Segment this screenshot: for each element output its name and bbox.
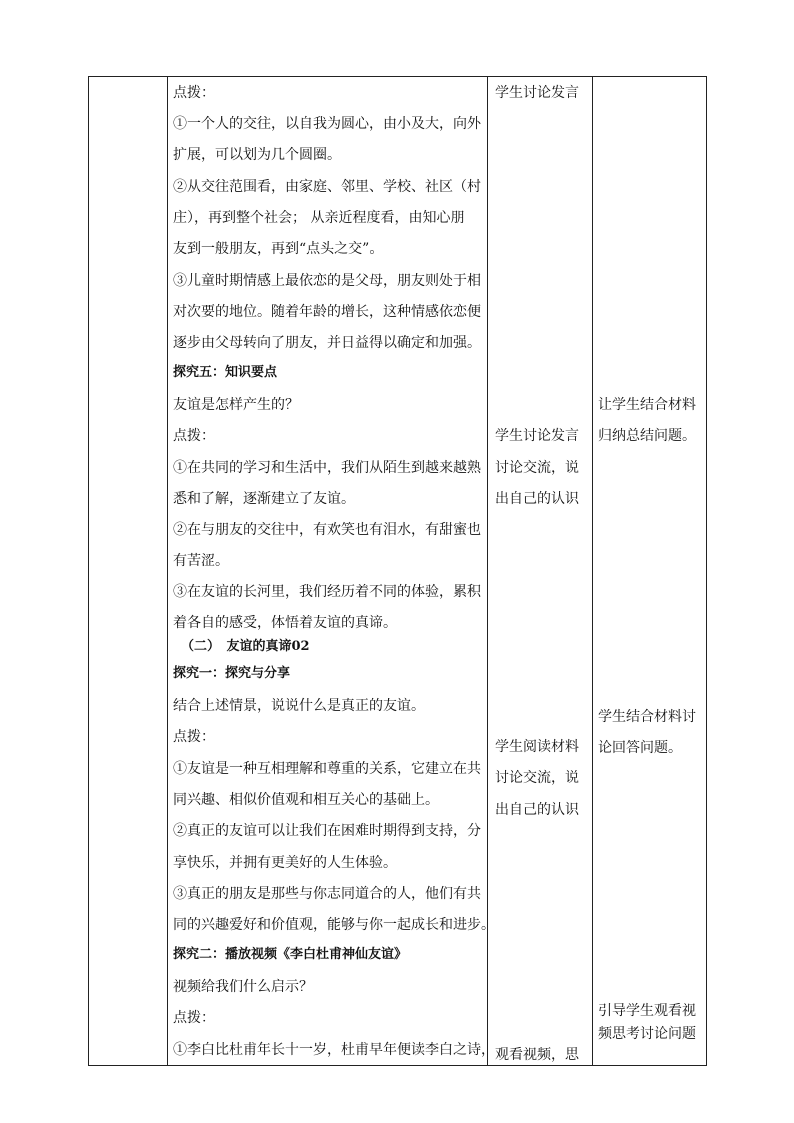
content-line: 着各自的感受，体悟着友谊的真谛。 [173,615,397,631]
activity-line: 讨论交流，说 [495,460,579,476]
section-heading: 探究二：播放视频《李白杜甫神仙友谊》 [173,947,408,962]
content-line: ①友谊是一种互相理解和尊重的关系，它建立在共 [173,761,481,777]
content-line: 友谊是怎样产生的？ [173,397,299,413]
intent-line: 论回答问题。 [598,740,682,756]
section-heading: 探究五：知识要点 [173,365,278,380]
content-line: 结合上述情景，说说什么是真正的友谊。 [173,698,425,714]
activity-line: 学生讨论发言 [495,428,579,444]
content-line: 点拨： [173,85,215,101]
activity-line: 学生阅读材料 [495,739,579,755]
table-top-border [88,76,707,77]
activity-line: 出自己的认识 [495,802,579,818]
activity-line: 观看视频，思 [495,1047,579,1063]
activity-line: 学生讨论发言 [495,85,579,101]
activity-line: 出自己的认识 [495,491,579,507]
content-line: 视频给我们什么启示？ [173,979,313,995]
content-line: ③儿童时期情感上最依恋的是父母，朋友则处于相 [173,273,481,289]
content-line: 逐步由父母转向了朋友，并日益得以确定和加强。 [173,335,481,351]
content-line: 点拨： [173,729,215,745]
column-divider-1 [167,76,168,1066]
content-line: ②在与朋友的交往中，有欢笑也有泪水，有甜蜜也 [173,522,481,538]
content-line: ②从交往范围看，由家庭、邻里、学校、社区（村 [173,179,481,195]
intent-line: 频思考讨论问题 [598,1026,696,1042]
content-line: ①李白比杜甫年长十一岁，杜甫早年便读李白之诗， [173,1042,495,1058]
content-line: ③真正的朋友是那些与你志同道合的人，他们有共 [173,886,481,902]
intent-line: 学生结合材料讨 [598,709,696,725]
intent-line: 引导学生观看视 [598,1003,696,1019]
content-line: 有苦涩。 [173,553,229,569]
content-line: 享快乐，并拥有更美好的人生体验。 [173,855,397,871]
content-line: ③在友谊的长河里，我们经历着不同的体验，累积 [173,584,481,600]
content-line: 悉和了解，逐渐建立了友谊。 [173,491,355,507]
content-line: 点拨： [173,1010,215,1026]
activity-line: 讨论交流，说 [495,770,579,786]
table-border-left [88,76,89,1066]
content-line: 点拨： [173,428,215,444]
content-line: 友到一般朋友，再到“点头之交”。 [173,241,384,257]
content-line: ②真正的友谊可以让我们在困难时期得到支持，分 [173,823,481,839]
content-line: 同兴趣、相似价值观和相互关心的基础上。 [173,792,439,808]
column-divider-3 [592,76,593,1066]
section-heading: （二） 友谊的真谛02 [181,639,310,654]
section-heading: 探究一：探究与分享 [173,666,291,681]
content-line: 庄），再到整个社会； 从亲近程度看，由知心朋 [173,210,465,226]
content-line: 对次要的地位。随着年龄的增长，这种情感依恋便 [173,304,481,320]
intent-line: 归纳总结问题。 [598,428,696,444]
content-line: ①在共同的学习和生活中，我们从陌生到越来越熟 [173,460,481,476]
content-line: 扩展，可以划为几个圆圈。 [173,147,341,163]
content-line: 同的兴趣爱好和价值观，能够与你一起成长和进步。 [173,917,495,933]
table-border-right [706,76,707,1066]
table-bottom-border [88,1065,707,1066]
content-line: ①一个人的交往，以自我为圆心，由小及大，向外 [173,116,481,132]
intent-line: 让学生结合材料 [598,397,696,413]
